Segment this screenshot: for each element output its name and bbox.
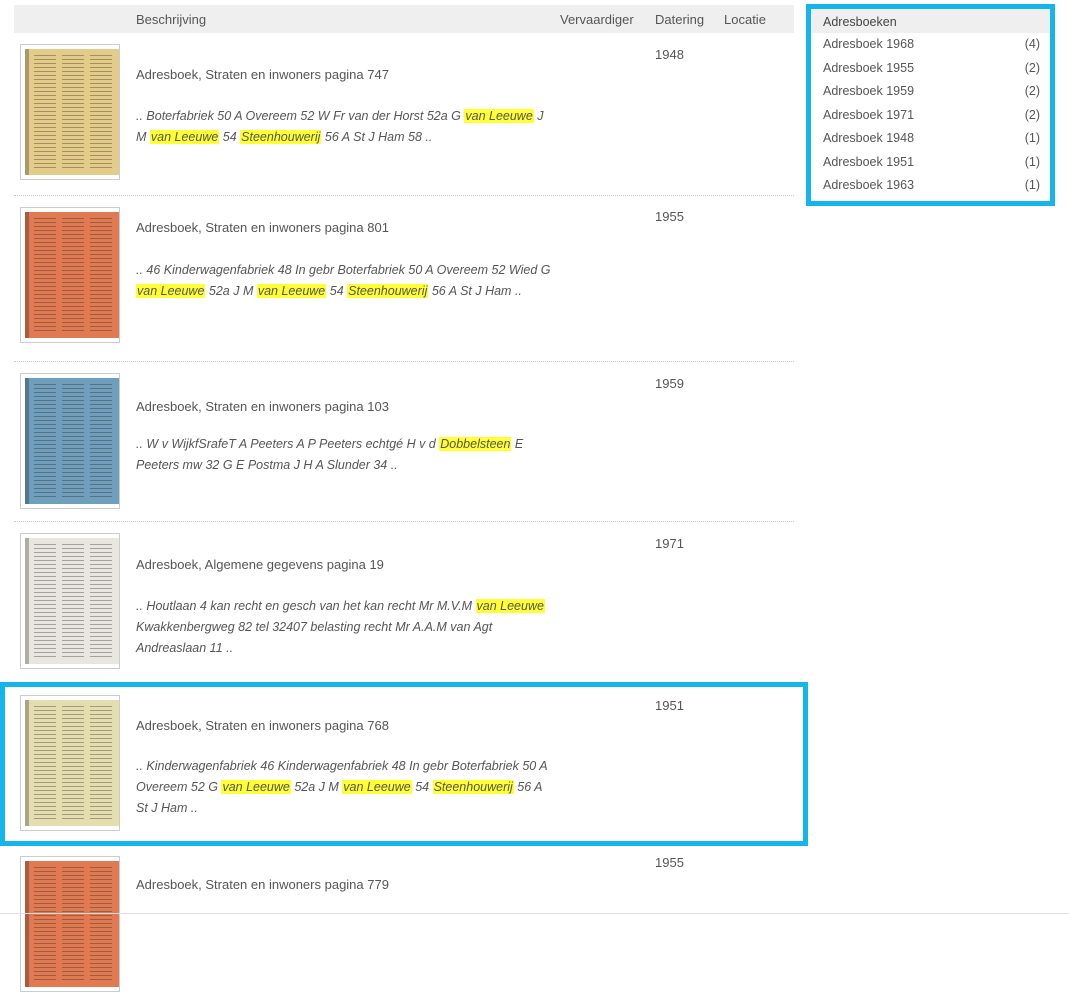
page-scan-image [25, 378, 119, 504]
results-table [14, 5, 794, 915]
result-thumbnail[interactable] [20, 44, 120, 180]
snippet-text: .. Boterfabriek 50 A Overeem 52 W Fr van der Horst 52a G [136, 109, 465, 123]
facet-item-label: Adresboek 1951 [823, 154, 915, 169]
snippet-text: 56 A St J Ham 58 .. [321, 130, 433, 144]
result-date: 1971 [655, 536, 684, 551]
column-header-beschrijving[interactable]: Beschrijving [136, 12, 207, 27]
search-term-highlight: Steenhouwerij [433, 780, 513, 794]
search-term-highlight: Dobbelsteen [440, 437, 511, 451]
result-title[interactable]: Adresboek, Straten en inwoners pagina 103 [136, 399, 389, 414]
snippet-text: 54 [219, 130, 241, 144]
facet-heading[interactable]: Adresboeken [811, 9, 1050, 33]
facet-item[interactable] [811, 33, 1050, 57]
result-thumbnail[interactable] [20, 695, 120, 831]
snippet-text: Kwakkenbergweg 82 tel 32407 belasting recht Mr A.A.M van Agt Andreaslaan 11 .. [136, 620, 493, 655]
result-thumbnail[interactable] [20, 856, 120, 992]
result-thumbnail[interactable] [20, 373, 120, 509]
facet-item-count: (2) [1024, 107, 1040, 122]
table-row[interactable] [14, 33, 794, 196]
snippet-text: 54 [326, 284, 348, 298]
snippet-text: 56 A St J Ham .. [136, 780, 543, 815]
result-title[interactable]: Adresboek, Straten en inwoners pagina 747 [136, 67, 389, 82]
search-term-highlight: van Leeuwe [343, 780, 411, 794]
search-term-highlight: van Leeuwe [137, 284, 205, 298]
page-scan-image [25, 212, 119, 338]
column-header-datering[interactable]: Datering [655, 12, 705, 27]
page-scan-image [25, 700, 119, 826]
table-row[interactable] [14, 684, 794, 845]
result-title[interactable]: Adresboek, Algemene gegevens pagina 19 [136, 557, 384, 572]
snippet-text: 54 [411, 780, 433, 794]
snippet-text: 52a J M [290, 780, 343, 794]
search-term-highlight: Steenhouwerij [348, 284, 428, 298]
table-row[interactable] [14, 196, 794, 362]
table-row[interactable] [14, 362, 794, 522]
facet-list [811, 33, 1050, 198]
table-header [14, 5, 794, 33]
facet-panel-adresboeken [806, 4, 1055, 206]
result-date: 1959 [655, 376, 684, 391]
page-scan-image [25, 49, 119, 175]
facet-item-count: (2) [1024, 84, 1040, 98]
result-title[interactable]: Adresboek, Straten en inwoners pagina 801 [136, 220, 389, 235]
result-snippet [136, 596, 554, 659]
facet-item[interactable] [811, 57, 1050, 81]
facet-item-count: (4) [1024, 37, 1040, 51]
table-row[interactable] [14, 845, 794, 915]
facet-item-count: (1) [1024, 154, 1040, 169]
facet-item-label: Adresboek 1955 [823, 60, 915, 75]
snippet-text: 52a J M [205, 284, 257, 298]
search-term-highlight: van Leeuwe [150, 130, 219, 144]
snippet-text: .. W v WijkfSrafeT A Peeters A P Peeters echtgé H v d [136, 437, 440, 451]
search-term-highlight: Steenhouwerij [241, 130, 321, 144]
search-term-highlight: van Leeuwe [476, 599, 544, 613]
result-date: 1948 [655, 47, 684, 62]
snippet-text: .. Houtlaan 4 kan recht en gesch van het kan recht Mr M.V.M [136, 599, 476, 613]
facet-item[interactable] [811, 80, 1050, 104]
search-term-highlight: van Leeuwe [222, 780, 290, 794]
facet-item-count: (1) [1024, 178, 1040, 192]
result-title[interactable]: Adresboek, Straten en inwoners pagina 779 [136, 877, 389, 892]
result-snippet [136, 260, 554, 302]
result-thumbnail[interactable] [20, 207, 120, 343]
facet-item-label: Adresboek 1948 [823, 131, 915, 145]
result-date: 1955 [655, 209, 684, 224]
result-date: 1951 [655, 698, 684, 713]
facet-item-count: (2) [1024, 60, 1040, 75]
table-row[interactable] [14, 522, 794, 684]
facet-item-label: Adresboek 1963 [823, 178, 915, 192]
page-scan-image [25, 538, 119, 664]
facet-item[interactable] [811, 104, 1050, 128]
snippet-text: 56 A St J Ham .. [428, 284, 522, 298]
result-thumbnail[interactable] [20, 533, 120, 669]
facet-item-count: (1) [1024, 131, 1040, 145]
result-snippet [136, 756, 554, 819]
snippet-text: .. 46 Kinderwagenfabriek 48 In gebr Boterfabriek 50 A Overeem 52 Wied G [136, 263, 551, 277]
facet-item-label: Adresboek 1959 [823, 84, 915, 98]
facet-item-label: Adresboek 1968 [823, 37, 915, 51]
result-title[interactable]: Adresboek, Straten en inwoners pagina 768 [136, 718, 389, 733]
result-snippet [136, 106, 554, 148]
facet-item[interactable] [811, 151, 1050, 175]
snippet-text: E Peeters mw 32 G E Postma J H A Slunder 34 .. [136, 437, 524, 472]
page-scan-image [25, 861, 119, 987]
facet-item-label: Adresboek 1971 [823, 107, 915, 122]
column-header-locatie[interactable]: Locatie [724, 12, 766, 27]
facet-item[interactable] [811, 127, 1050, 151]
snippet-text: J M [136, 109, 544, 144]
result-date: 1955 [655, 855, 684, 870]
facet-item[interactable] [811, 174, 1050, 198]
snippet-text: .. Kinderwagenfabriek 46 Kinderwagenfabriek 48 In gebr Boterfabriek 50 A Overeem 52 G [136, 759, 548, 794]
search-term-highlight: van Leeuwe [257, 284, 326, 298]
result-snippet [136, 434, 554, 476]
divider [0, 913, 1069, 914]
column-header-vervaardiger[interactable]: Vervaardiger [560, 12, 634, 27]
search-term-highlight: van Leeuwe [465, 109, 533, 123]
